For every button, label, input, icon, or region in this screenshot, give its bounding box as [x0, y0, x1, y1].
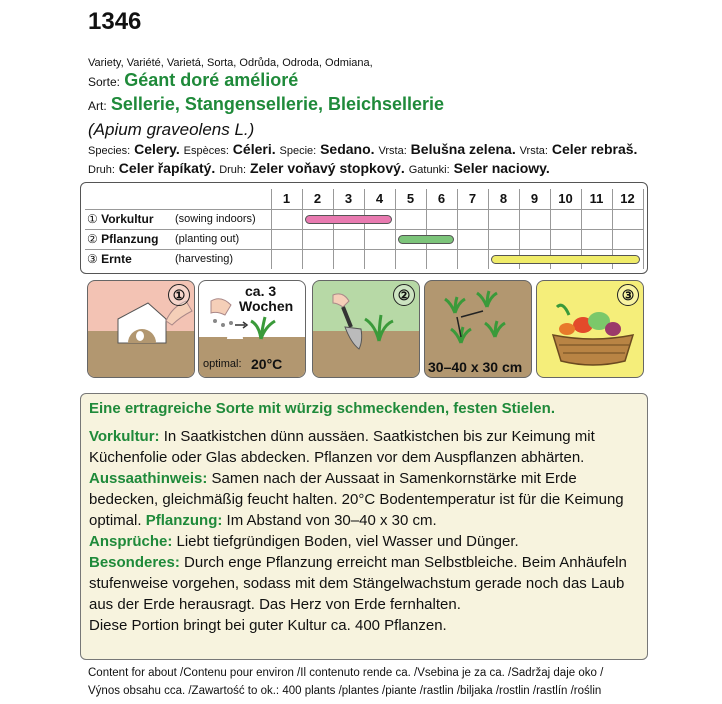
article-number: 1346	[88, 8, 142, 35]
weeks-label-2: Wochen	[239, 298, 294, 314]
row-symbol: ①	[87, 212, 98, 226]
panel-spacing	[424, 280, 532, 378]
text-pflanzung: Im Abstand von 30–40 x 30 cm.	[222, 512, 437, 529]
step-2-badge: ②	[393, 284, 415, 306]
month-header: 6	[437, 191, 446, 206]
species-label: Espèces:	[183, 145, 229, 157]
optimal-temperature: 20°C	[251, 356, 283, 372]
species-label: Vrsta:	[378, 145, 407, 157]
sowing-calendar	[80, 182, 648, 274]
species-line-2	[88, 160, 550, 176]
row-english: (planting out)	[175, 233, 240, 245]
month-header: 11	[589, 191, 604, 206]
paragraph-besonderes	[89, 552, 639, 615]
text-ansprueche: Liebt tiefgründigen Boden, viel Wasser und Dünger.	[172, 533, 519, 550]
calendar-row-pflanzung	[87, 229, 240, 249]
species-line-1	[88, 141, 637, 157]
panel-sowing	[87, 280, 195, 378]
species-label: Druh:	[219, 164, 247, 176]
footer-line-1: Content for about /Contenu pour environ /Il contenuto rende ca. /Vsebina je za ca. /Sadržaj daje oko /	[88, 667, 604, 679]
weeks-label: ca. 3	[245, 283, 277, 299]
period-bar-pflanzung	[398, 235, 454, 244]
variety-languages: Variety, Variété, Varietá, Sorta, Odrůda, Odroda, Odmiana,	[88, 57, 373, 69]
key-ansprueche: Ansprüche:	[89, 533, 173, 550]
month-header: 5	[406, 191, 415, 206]
footer-line-2: Výnos obsahu cca. /Zawartość to ok.: 400 plants /plantes /piante /rastlin /biljaka /rostlin /rastlín /roślin	[88, 685, 602, 697]
row-label: Vorkultur	[101, 212, 154, 226]
grid-line	[85, 229, 271, 230]
optimal-label: optimal:	[203, 358, 242, 370]
text-besonderes: Durch enge Pflanzung erreicht man Selbstbleiche. Beim Anhäufeln stufenweise vorgehen, sodass mit dem Stängelwachstum gerade noch das Laub aus der Erde herausragt. Das Herz von Erde fernhalten.	[89, 554, 627, 613]
paragraph-portion: Diese Portion bringt bei guter Kultur ca. 400 Pflanzen.	[89, 617, 447, 634]
species-label: Species:	[88, 145, 131, 157]
art-line	[88, 94, 444, 115]
key-pflanzung: Pflanzung:	[145, 512, 223, 529]
paragraph-vorkultur	[89, 426, 639, 468]
month-header: 7	[468, 191, 477, 206]
species-value: Celer rebraš.	[551, 141, 638, 157]
species-value: Zeler voňavý stopkový.	[249, 160, 405, 176]
sorte-line	[88, 70, 298, 91]
panel-planting	[312, 280, 420, 378]
paragraph-ansprueche	[89, 531, 639, 552]
text-aussaat: Samen nach der Aussaat in Samenkornstärke mit Erde bedecken, gleichmäßig feucht halten. 20°C Bodentemperatur ist für die Keimung optimal.	[89, 470, 624, 529]
art-label: Art:	[88, 99, 107, 113]
grid-line	[85, 209, 271, 210]
row-label: Pflanzung	[101, 232, 159, 246]
grid-line	[271, 229, 643, 230]
panel-germination	[198, 280, 306, 378]
description-box	[80, 393, 648, 660]
month-header: 2	[313, 191, 322, 206]
month-header: 9	[530, 191, 539, 206]
row-label: Ernte	[101, 252, 132, 266]
species-value: Seler naciowy.	[453, 160, 550, 176]
species-label: Vrsta:	[519, 145, 548, 157]
spacing-label: 30–40 x 30 cm	[428, 359, 523, 375]
row-symbol: ②	[87, 232, 98, 246]
species-label: Gatunki:	[408, 164, 450, 176]
text-vorkultur: In Saatkistchen dünn aussäen. Saatkistchen bis zur Keimung mit Küchenfolie oder Glas abdecken. Pflanzen vor dem Auspflanzen abhärten.	[89, 428, 595, 466]
species-label: Specie:	[279, 145, 317, 157]
species-value: Celery.	[134, 141, 180, 157]
species-value: Sedano.	[320, 141, 375, 157]
key-aussaat: Aussaathinweis:	[89, 470, 208, 487]
headline: Eine ertragreiche Sorte mit würzig schmeckenden, festen Stielen.	[89, 400, 555, 417]
sorte-value: Géant doré amélioré	[124, 70, 299, 90]
period-bar-vorkultur	[305, 215, 392, 224]
key-vorkultur: Vorkultur:	[89, 428, 160, 445]
month-header: 1	[282, 191, 291, 206]
latin-name: (Apium graveolens L.)	[88, 120, 255, 139]
sorte-label: Sorte:	[88, 75, 121, 89]
month-header: 12	[620, 191, 635, 206]
grid-line	[271, 249, 643, 250]
species-value: Belušna zelena.	[410, 141, 516, 157]
month-header: 8	[499, 191, 508, 206]
key-besonderes: Besonderes:	[89, 554, 180, 571]
calendar-grid	[271, 189, 643, 269]
art-value: Sellerie, Stangensellerie, Bleichsellerie	[110, 94, 445, 114]
grid-line	[271, 209, 643, 210]
month-header: 4	[375, 191, 384, 206]
row-english: (sowing indoors)	[175, 213, 256, 225]
period-bar-ernte	[491, 255, 640, 264]
species-value: Céleri.	[232, 141, 276, 157]
month-header: 10	[558, 191, 573, 206]
calendar-row-ernte	[87, 249, 234, 269]
step-3-badge: ③	[617, 284, 639, 306]
species-label: Druh:	[88, 164, 115, 176]
row-symbol: ③	[87, 252, 98, 266]
step-1-badge: ①	[168, 284, 190, 306]
paragraph-aussaat	[89, 468, 639, 531]
calendar-row-vorkultur	[87, 209, 256, 229]
species-value: Celer řapíkatý.	[118, 160, 216, 176]
row-english: (harvesting)	[175, 253, 234, 265]
grid-line	[643, 189, 644, 269]
grid-line	[85, 249, 271, 250]
panel-harvest	[536, 280, 644, 378]
month-header: 3	[344, 191, 353, 206]
